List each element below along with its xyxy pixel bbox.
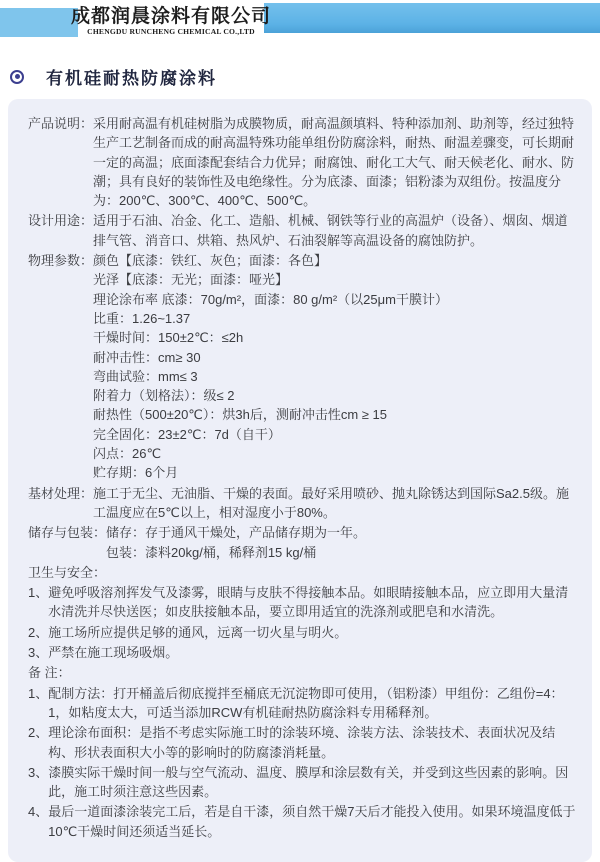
spec-line: 弯曲试验：mm≤ 3: [93, 368, 198, 384]
company-name-cn: 成都润晨涂料有限公司: [71, 5, 272, 27]
company-logo-box: [71, 0, 272, 42]
banner-blue-bar: [263, 3, 600, 33]
spec-row-label: 基材处理：: [28, 485, 94, 501]
spec-line: 采用耐高温有机硅树脂为成膜物质，耐高温颜填料、特种添加剂、助剂等，经过独特生产工艺制备而成的耐高温特殊功能单组份防腐涂料，耐热、耐温差骤变，可长期耐一定的高温；底面漆配套结合力优异；耐腐蚀、耐化工大气、耐天候老化、耐水、防潮；具有良好的装饰性及电绝缘性。分为底漆、面漆；铝粉漆为双组份。按温度分为：200℃、300℃、400℃、500℃。: [93, 116, 575, 209]
spec-row-content: [93, 211, 576, 250]
spec-numbered-item: 2、施工场所应提供足够的通风，远离一切火星与明火。: [28, 624, 348, 640]
double-circle-bullet-icon: [10, 70, 24, 84]
product-spec-content: [8, 99, 592, 862]
banner-left-block: [0, 8, 78, 37]
company-name-en: CHENGDU RUNCHENG CHEMICAL CO.,LTD: [87, 26, 255, 36]
spec-row: [28, 251, 576, 483]
spec-numbered-item: 3、漆膜实际干燥时间一般与空气流动、温度、膜厚和涂层数有关，并受到这些因素的影响。因此，施工时须注意这些因素。: [28, 764, 569, 800]
page-title: 有机硅耐热防腐涂料: [46, 69, 217, 88]
spec-numbered-item: 1、避免呼吸溶剂挥发气及漆雾，眼睛与皮肤不得接触本品。如眼睛接触本品，应立即用大量清水清洗并尽快送医；如皮肤接触本品，要立即用适宜的洗涤剂或肥皂和水清洗。: [28, 585, 569, 620]
spec-line: 耐冲击性：cm≥ 30: [93, 349, 201, 365]
spec-row-content: [93, 484, 576, 523]
spec-heading: 备 注：: [28, 665, 71, 681]
spec-line: 闪点：26℃: [93, 446, 162, 462]
spec-row-label: 产品说明：: [28, 116, 94, 131]
spec-row: [28, 114, 576, 210]
spec-line: 施工于无尘、无油脂、干燥的表面。最好采用喷砂、抛丸除锈达到国际Sa2.5级。施工温度应在5℃以上，相对湿度小于80%。: [93, 485, 569, 520]
header-banner: [0, 0, 600, 44]
spec-row-content: [93, 114, 576, 210]
spec-row-content: [106, 523, 576, 562]
spec-row-label: 储存与包装：: [28, 525, 107, 541]
spec-line: 光泽【底漆：无光；面漆：哑光】: [93, 272, 289, 288]
spec-heading: 卫生与安全：: [28, 564, 107, 580]
spec-row-label: 物理参数：: [28, 253, 94, 269]
spec-row: [28, 484, 576, 523]
spec-line: 储存：存于通风干燥处，产品储存期为一年。: [106, 525, 367, 541]
spec-numbered-item: 2、理论涂布面积：是指不考虑实际施工时的涂装环境、涂装方法、涂装技术、表面状况及结构、形状表面积大小等的影响时的防腐漆消耗量。: [28, 725, 556, 760]
spec-line: 贮存期：6个月: [93, 465, 179, 481]
spec-row: [28, 523, 576, 562]
spec-line: 颜色【底漆：铁红、灰色；面漆：各色】: [93, 253, 328, 269]
spec-numbered-item: 3、严禁在施工现场吸烟。: [28, 645, 179, 661]
spec-line: 耐热性（500±20℃）：烘3h后，测耐冲击性cm ≥ 15: [93, 407, 388, 423]
spec-numbered-item: 4、最后一道面漆涂装完工后，若是自干漆，须自然干燥7天后才能投入使用。如果环境温度低于10℃干燥时间还须适当延长。: [28, 804, 576, 839]
spec-line: 适用于石油、冶金、化工、造船、机械、钢铁等行业的高温炉（设备）、烟囱、烟道排气管、消音口、烘箱、热风炉、石油裂解等高温设备的腐蚀防护。: [93, 213, 568, 248]
spec-line: 理论涂布率 底漆：70g/m²，面漆：80 g/m²（以25μm干膜计）: [93, 291, 448, 307]
spec-line: 完全固化：23±2℃：7d（自干）: [93, 426, 281, 442]
spec-row-label: 设计用途：: [28, 213, 94, 229]
spec-line: 干燥时间：150±2℃：≤2h: [93, 330, 244, 346]
spec-numbered-item: 1、配制方法：打开桶盖后彻底搅拌至桶底无沉淀物即可使用，（铝粉漆）甲组份：乙组份=4：1，如粘度太大，可适当添加RCW有机硅耐热防腐涂料专用稀释剂。: [28, 685, 564, 720]
spec-row-content: [93, 251, 576, 483]
page-title-row: [10, 64, 600, 89]
spec-line: 比重：1.26~1.37: [93, 310, 191, 326]
spec-line: 包装：漆料20kg/桶，稀释剂15 kg/桶: [106, 544, 317, 560]
spec-row: [28, 211, 576, 250]
spec-line: 附着力（划格法）：级≤ 2: [93, 388, 235, 404]
